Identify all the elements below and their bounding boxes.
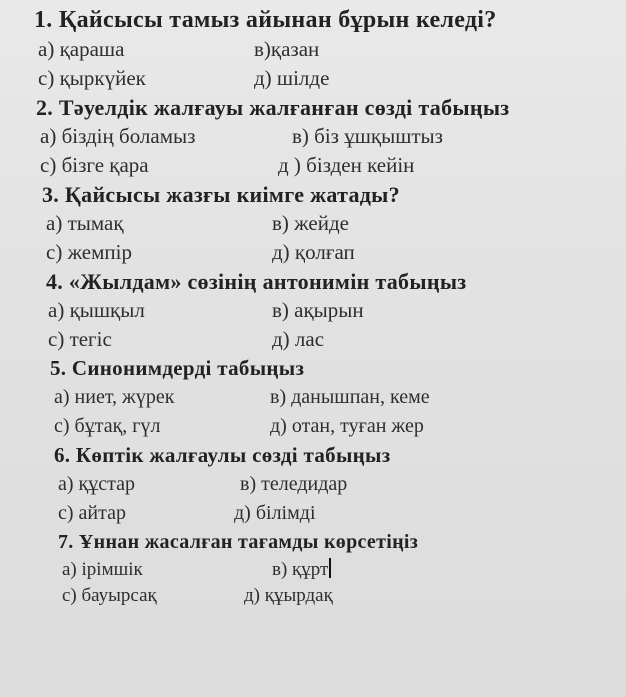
question-3-options-row-1	[42, 209, 626, 238]
question-1	[34, 6, 626, 93]
question-7-option-a[interactable]: а) ірімшік	[62, 559, 143, 580]
question-5-options-row-2	[50, 412, 626, 441]
question-7-option-c[interactable]: с) бауырсақ	[62, 585, 157, 606]
question-7-option-b-text: в) құрт	[272, 559, 329, 580]
question-6-option-d[interactable]: д) білімді	[234, 502, 316, 524]
question-2-option-a[interactable]: а) біздің боламыз	[40, 124, 196, 148]
question-6	[54, 441, 626, 528]
question-1-option-d[interactable]: д) шілде	[254, 66, 330, 90]
question-6-option-a[interactable]: а) құстар	[58, 473, 135, 495]
question-7-title: 7. Ұннан жасалған тағамды көрсетіңіз	[58, 531, 419, 553]
test-sheet	[0, 6, 626, 609]
question-3-option-b[interactable]: в) жейде	[272, 211, 349, 235]
question-3-option-c[interactable]: с) жемпір	[46, 240, 132, 264]
question-4-option-a[interactable]: а) қышқыл	[48, 298, 145, 322]
question-4-title: 4. «Жылдам» сөзінің антонимін табыңыз	[46, 269, 467, 294]
question-1-option-b[interactable]: в)қазан	[254, 37, 320, 61]
question-7-option-d[interactable]: д) құырдақ	[244, 585, 333, 606]
question-5-option-d[interactable]: д) отан, туған жер	[270, 415, 424, 437]
question-6-options-row-1	[54, 470, 626, 499]
question-1-options-row-1	[34, 35, 626, 64]
question-3-option-d[interactable]: д) қолғап	[272, 240, 355, 264]
question-2-option-c[interactable]: с) бізге қара	[40, 153, 149, 177]
question-5	[50, 354, 626, 441]
question-2-options-row-2	[36, 151, 626, 180]
question-7-options-row-1	[58, 557, 626, 583]
question-7-options-row-2	[58, 583, 626, 609]
question-3-option-a[interactable]: а) тымақ	[46, 211, 124, 235]
question-4	[46, 267, 626, 354]
question-5-option-a[interactable]: а) ниет, жүрек	[54, 386, 175, 408]
question-2	[36, 93, 626, 180]
question-5-option-b[interactable]: в) данышпан, кеме	[270, 386, 430, 408]
question-1-option-c[interactable]: с) қыркүйек	[38, 66, 146, 90]
question-5-options-row-1	[50, 383, 626, 412]
question-6-options-row-2	[54, 499, 626, 528]
question-3	[42, 180, 626, 267]
question-1-options-row-2	[34, 64, 626, 93]
question-7-option-b[interactable]	[272, 557, 331, 583]
question-6-title: 6. Көптік жалғаулы сөзді табыңыз	[54, 443, 391, 467]
question-4-option-c[interactable]: с) тегіс	[48, 327, 112, 351]
question-7	[58, 528, 626, 609]
question-3-title: 3. Қайсысы жазғы киімге жатады?	[42, 182, 400, 207]
question-6-option-b[interactable]: в) теледидар	[240, 473, 348, 495]
question-1-title: 1. Қайсысы тамыз айынан бұрын келеді?	[34, 7, 497, 33]
question-2-options-row-1	[36, 122, 626, 151]
question-2-option-b[interactable]: в) біз ұшқыштыз	[292, 124, 443, 148]
question-1-option-a[interactable]: а) қараша	[38, 37, 125, 61]
question-3-options-row-2	[42, 238, 626, 267]
question-5-option-c[interactable]: с) бұтақ, гүл	[54, 415, 161, 437]
question-6-option-c[interactable]: с) айтар	[58, 502, 126, 524]
question-5-title: 5. Синонимдерді табыңыз	[50, 356, 305, 380]
question-2-title: 2. Тәуелдік жалғауы жалғанған сөзді табыңыз	[36, 95, 510, 120]
question-4-options-row-1	[46, 296, 626, 325]
question-4-option-d[interactable]: д) лас	[272, 327, 325, 351]
question-4-options-row-2	[46, 325, 626, 354]
text-cursor-icon	[329, 558, 331, 578]
question-2-option-d[interactable]: д ) бізден кейін	[278, 153, 415, 177]
question-4-option-b[interactable]: в) ақырын	[272, 298, 364, 322]
